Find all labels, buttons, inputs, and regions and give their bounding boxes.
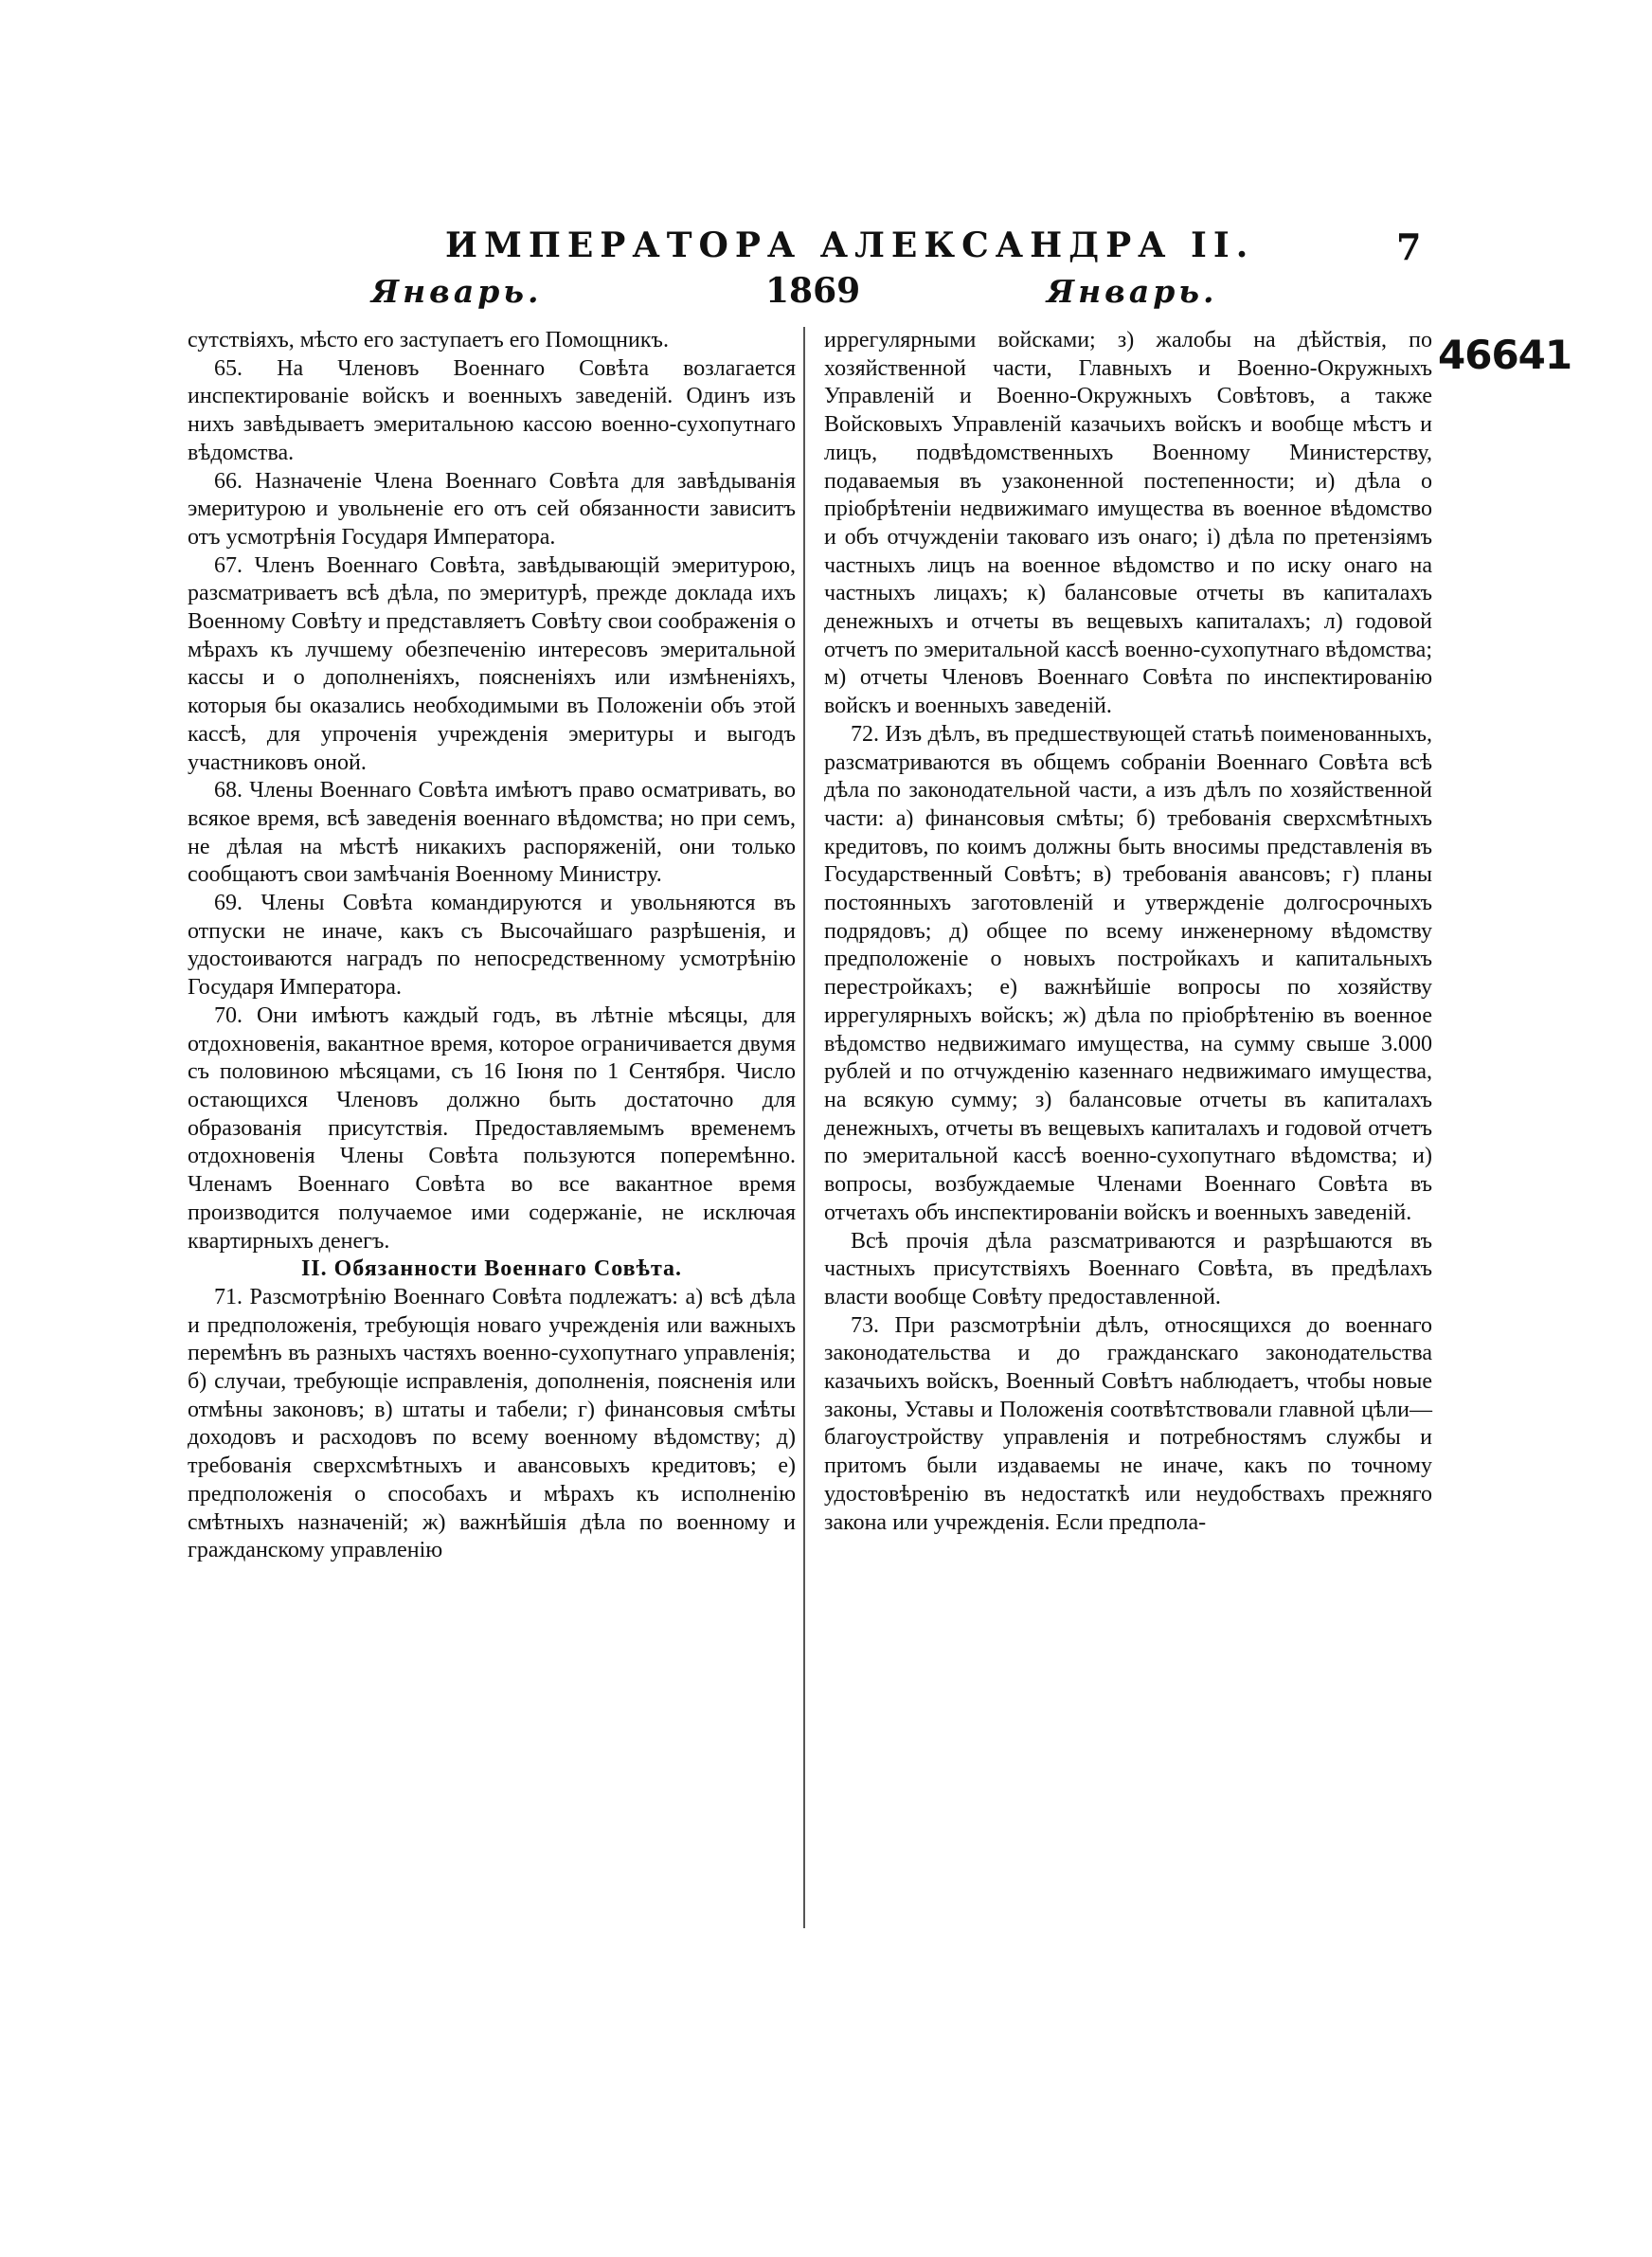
paragraph: 69. Члены Совѣта командируются и увольняются въ отпуски не иначе, какъ съ Высочайшаго разрѣшенія, и удостоиваются наградъ по непосредственному усмотрѣнію Государя Императора.: [188, 891, 796, 1001]
column-divider: [803, 327, 805, 1928]
paragraph: 71. Разсмотрѣнію Военнаго Совѣта подлежатъ: а) всѣ дѣла и предположенія, требующія новаго учрежденія или важныхъ перемѣнъ въ разныхъ частяхъ военно-сухопутнаго управленія; б) случаи, требующіе исправленія, дополненія, поясненія или отмѣны законовъ; в) штаты и табели; г) финансовыя смѣты доходовъ и расходовъ по всему военному вѣдомству; д) требованія сверхсмѣтныхъ и авансовыхъ кредитовъ; е) предположенія о способахъ и мѣрахъ къ исполненію смѣтныхъ назначеній; ж) важнѣйшія дѣла по военному и гражданскому управленію: [188, 1284, 796, 1563]
margin-number: 46641: [1438, 332, 1572, 378]
paragraph: 73. При разсмотрѣніи дѣлъ, относящихся до военнаго законодательства и до гражданскаго законодательства казачьихъ войскъ, Военный Совѣтъ наблюдаетъ, чтобы новые законы, Уставы и Положенія соотвѣтствовали главной цѣли—благоустройству управленія и потребностямъ службы и притомъ были издаваемы не иначе, какъ по точному удостовѣренію въ недостаткѣ или неудобствахъ прежняго закона или учрежденія. Если предпола-: [824, 1312, 1432, 1535]
section-heading: II. Обязанности Военнаго Совѣта.: [300, 1256, 683, 1282]
paragraph: иррегулярными войсками; з) жалобы на дѣйствія, по хозяйственной части, Главныхъ и Военно-Окружныхъ Управленій и Военно-Окружныхъ Совѣтовъ, а также Войсковыхъ Управленій казачьихъ войскъ и вообще мѣстъ и лицъ, подвѣдомственныхъ Военному Министерству, подаваемыя въ узаконенной постепенности; и) дѣла о пріобрѣтеніи недвижимаго имущества въ военное вѣдомство и объ отчужденіи таковаго изъ онаго; і) дѣла по претензіямъ частныхъ лицъ на военное вѣдомство и по иску онаго на частныхъ лицахъ; к) балансовые отчеты въ капиталахъ денежныхъ и отчеты въ вещевыхъ капиталахъ; л) годовой отчетъ по эмеритальной кассѣ военно-сухопутнаго вѣдомства; м) отчеты Членовъ Военнаго Совѣта по инспектированію войскъ и военныхъ заведеній.: [824, 328, 1432, 719]
paragraph: 68. Члены Военнаго Совѣта имѣютъ право осматривать, во всякое время, всѣ заведенія военнаго вѣдомства; но при семъ, не дѣлая на мѣстѣ никакихъ распоряженій, они только сообщаютъ свои замѣчанія Военному Министру.: [188, 778, 796, 888]
paragraph: 67. Членъ Военнаго Совѣта, завѣдывающій эмеритурою, разсматриваетъ всѣ дѣла, по эмеритурѣ, прежде доклада ихъ Военному Совѣту и представляетъ Совѣту свои соображенія о мѣрахъ къ лучшему обезпеченію интересовъ эмеритальной кассы и о дополненіяхъ, поясненіяхъ или измѣненіяхъ, которыя бы оказались необходимыми въ Положеніи объ этой кассѣ, для упроченія учрежденія эмеритуры и выгодъ участниковъ оной.: [188, 552, 796, 775]
paragraph: 66. Назначеніе Члена Военнаго Совѣта для завѣдыванія эмеритурою и увольненіе его отъ сей обязанности зависитъ отъ усмотрѣнія Государя Императора.: [188, 468, 796, 550]
right-column: [824, 327, 1432, 1537]
paragraph: 70. Они имѣютъ каждый годъ, въ лѣтніе мѣсяцы, для отдохновенія, вакантное время, которое ограничивается двумя съ половиною мѣсяцами, съ 16 Іюня по 1 Сентября. Число остающихся Членовъ должно быть достаточно для образованія присутствія. Предоставляемымъ временемъ отдохновенія Члены Совѣта пользуются поперемѣнно. Членамъ Военнаго Совѣта во все вакантное время производится получаемое ими содержаніе, не исключая квартирныхъ денегъ.: [188, 1002, 796, 1254]
left-column: [188, 327, 796, 1565]
running-title: ИМПЕРАТОРА АЛЕКСАНДРА II.: [445, 226, 1255, 265]
paragraph: 72. Изъ дѣлъ, въ предшествующей статьѣ поименованныхъ, разсматриваются въ общемъ собраніи Военнаго Совѣта всѣ дѣла по законодательной части, а изъ дѣлъ по хозяйственной части: а) финансовыя смѣты; б) требованія сверхсмѣтныхъ кредитовъ, по коимъ должны быть вносимы представленія въ Государственный Совѣтъ; в) требованія авансовъ; г) планы постоянныхъ заготовленій и утвержденіе долгосрочныхъ подрядовъ; д) общее по всему инженерному вѣдомству предположеніе о новыхъ постройкахъ и капитальныхъ перестройкахъ; е) важнѣйшіе вопросы по хозяйству иррегулярныхъ войскъ; ж) дѣла по пріобрѣтенію въ военное вѣдомство недвижимаго имущества, на сумму свыше 3.000 рублей и по отчужденію казеннаго недвижимаго имущества, на всякую сумму; з) балансовые отчеты въ капиталахъ денежныхъ, отчеты въ вещевыхъ капиталахъ и годовой отчетъ по эмеритальной кассѣ военно-сухопутнаго вѣдомства; и) вопросы, возбуждаемые Членами Военнаго Совѣта въ отчетахъ объ инспектированіи войскъ и военныхъ заведеній.: [824, 721, 1432, 1225]
paragraph: 65. На Членовъ Военнаго Совѣта возлагается инспектированіе войскъ и военныхъ заведеній. Одинъ изъ нихъ завѣдываетъ эмеритальною кассою военно-сухопутнаго вѣдомства.: [188, 355, 796, 465]
year-label: 1869: [765, 271, 861, 311]
paragraph: сутствіяхъ, мѣсто его заступаетъ его Помощникъ.: [188, 328, 669, 352]
page-number: 7: [1396, 226, 1422, 268]
month-right: Январь.: [1047, 273, 1218, 310]
paragraph: Всѣ прочія дѣла разсматриваются и разрѣшаются въ частныхъ присутствіяхъ Военнаго Совѣта, въ предѣлахъ власти вообще Совѣту предоставленной.: [824, 1228, 1432, 1309]
month-left: Январь.: [371, 273, 543, 310]
